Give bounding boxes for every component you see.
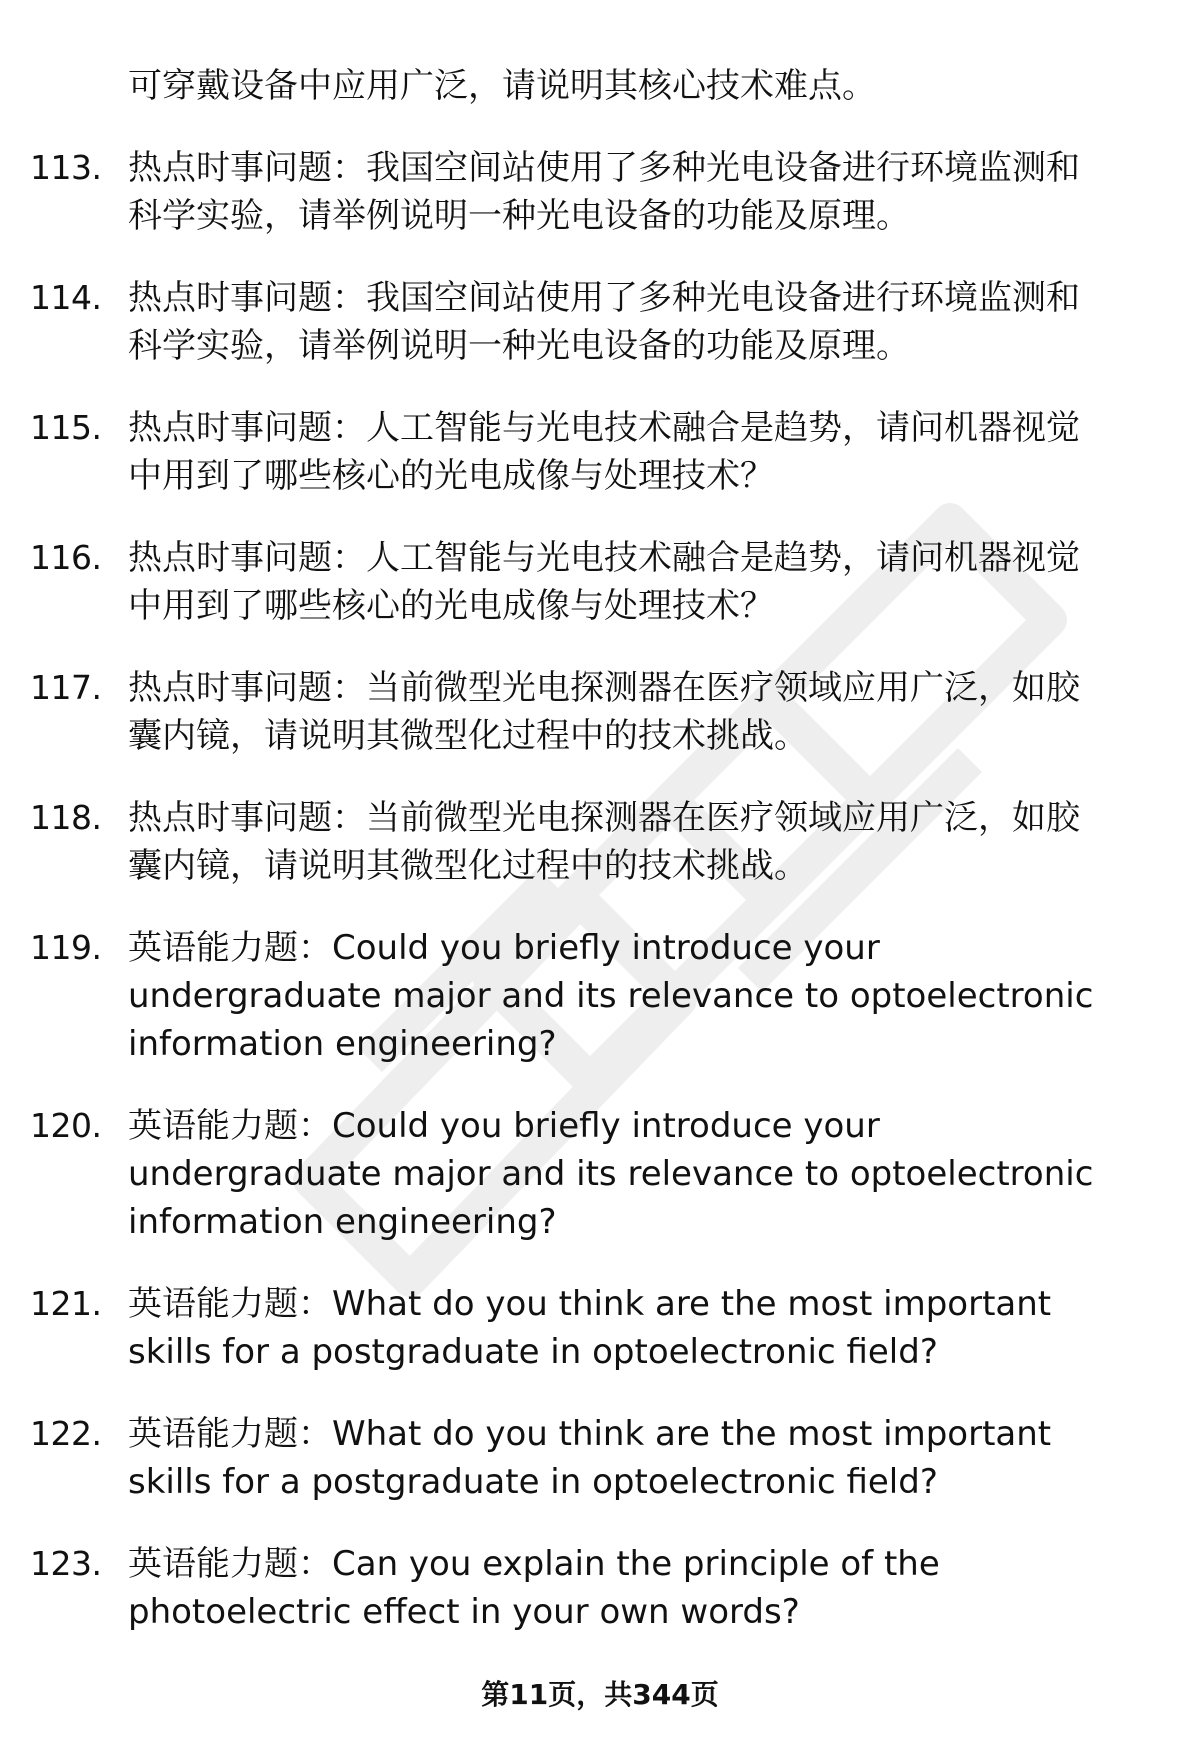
item-text-line: 热点时事问题：当前微型光电探测器在医疗领域应用广泛，如胶 — [128, 798, 1080, 838]
item-number: 118. — [30, 798, 102, 837]
list-item — [0, 924, 1200, 1068]
item-number: 123. — [30, 1544, 102, 1583]
item-number: 114. — [30, 278, 102, 317]
item-text-line: skills for a postgraduate in optoelectronic field? — [128, 1462, 938, 1502]
item-text-line: 热点时事问题：人工智能与光电技术融合是趋势，请问机器视觉 — [128, 408, 1080, 448]
item-number: 121. — [30, 1284, 102, 1323]
list-item — [0, 1410, 1200, 1506]
item-text-line: undergraduate major and its relevance to optoelectronic — [128, 976, 1094, 1016]
item-text-line: undergraduate major and its relevance to optoelectronic — [128, 1154, 1094, 1194]
item-text-line: photoelectric effect in your own words? — [128, 1592, 800, 1632]
item-text-line: information engineering? — [128, 1024, 557, 1064]
item-text-line: 科学实验，请举例说明一种光电设备的功能及原理。 — [128, 196, 910, 236]
item-number: 115. — [30, 408, 102, 447]
item-number: 117. — [30, 668, 102, 707]
item-number: 113. — [30, 148, 102, 187]
item-number: 116. — [30, 538, 102, 577]
item-text-line: 科学实验，请举例说明一种光电设备的功能及原理。 — [128, 326, 910, 366]
list-item — [0, 1540, 1200, 1636]
item-text-line: 热点时事问题：我国空间站使用了多种光电设备进行环境监测和 — [128, 148, 1080, 188]
item-text-line: information engineering? — [128, 1202, 557, 1242]
list-item — [0, 144, 1200, 240]
item-text-line: 热点时事问题：人工智能与光电技术融合是趋势，请问机器视觉 — [128, 538, 1080, 578]
item-text-line: 中用到了哪些核心的光电成像与处理技术？ — [128, 586, 774, 626]
item-text-line: 英语能力题：Could you briefly introduce your — [128, 1106, 880, 1146]
list-item — [0, 1102, 1200, 1246]
item-text-line: 热点时事问题：我国空间站使用了多种光电设备进行环境监测和 — [128, 278, 1080, 318]
item-text-line: 囊内镜，请说明其微型化过程中的技术挑战。 — [128, 716, 808, 756]
list-item — [0, 1280, 1200, 1376]
question-list — [0, 62, 1200, 1636]
item-text-line: 英语能力题：Can you explain the principle of the — [128, 1544, 940, 1584]
continued-line: 可穿戴设备中应用广泛，请说明其核心技术难点。 — [128, 66, 876, 106]
list-item — [0, 274, 1200, 370]
item-number: 120. — [30, 1106, 102, 1145]
item-text-line: 英语能力题：What do you think are the most important — [128, 1284, 1052, 1324]
item-text-line: 英语能力题：Could you briefly introduce your — [128, 928, 880, 968]
list-item — [0, 664, 1200, 760]
item-text-line: 英语能力题：What do you think are the most important — [128, 1414, 1052, 1454]
list-item — [0, 534, 1200, 630]
item-text-line: 囊内镜，请说明其微型化过程中的技术挑战。 — [128, 846, 808, 886]
item-number: 119. — [30, 928, 102, 967]
item-text-line: skills for a postgraduate in optoelectronic field? — [128, 1332, 938, 1372]
item-number: 122. — [30, 1414, 102, 1453]
list-item — [0, 794, 1200, 890]
item-text-line: 热点时事问题：当前微型光电探测器在医疗领域应用广泛，如胶 — [128, 668, 1080, 708]
page-footer: 第11页，共344页 — [481, 1678, 719, 1711]
item-text-line: 中用到了哪些核心的光电成像与处理技术？ — [128, 456, 774, 496]
list-item — [0, 404, 1200, 500]
